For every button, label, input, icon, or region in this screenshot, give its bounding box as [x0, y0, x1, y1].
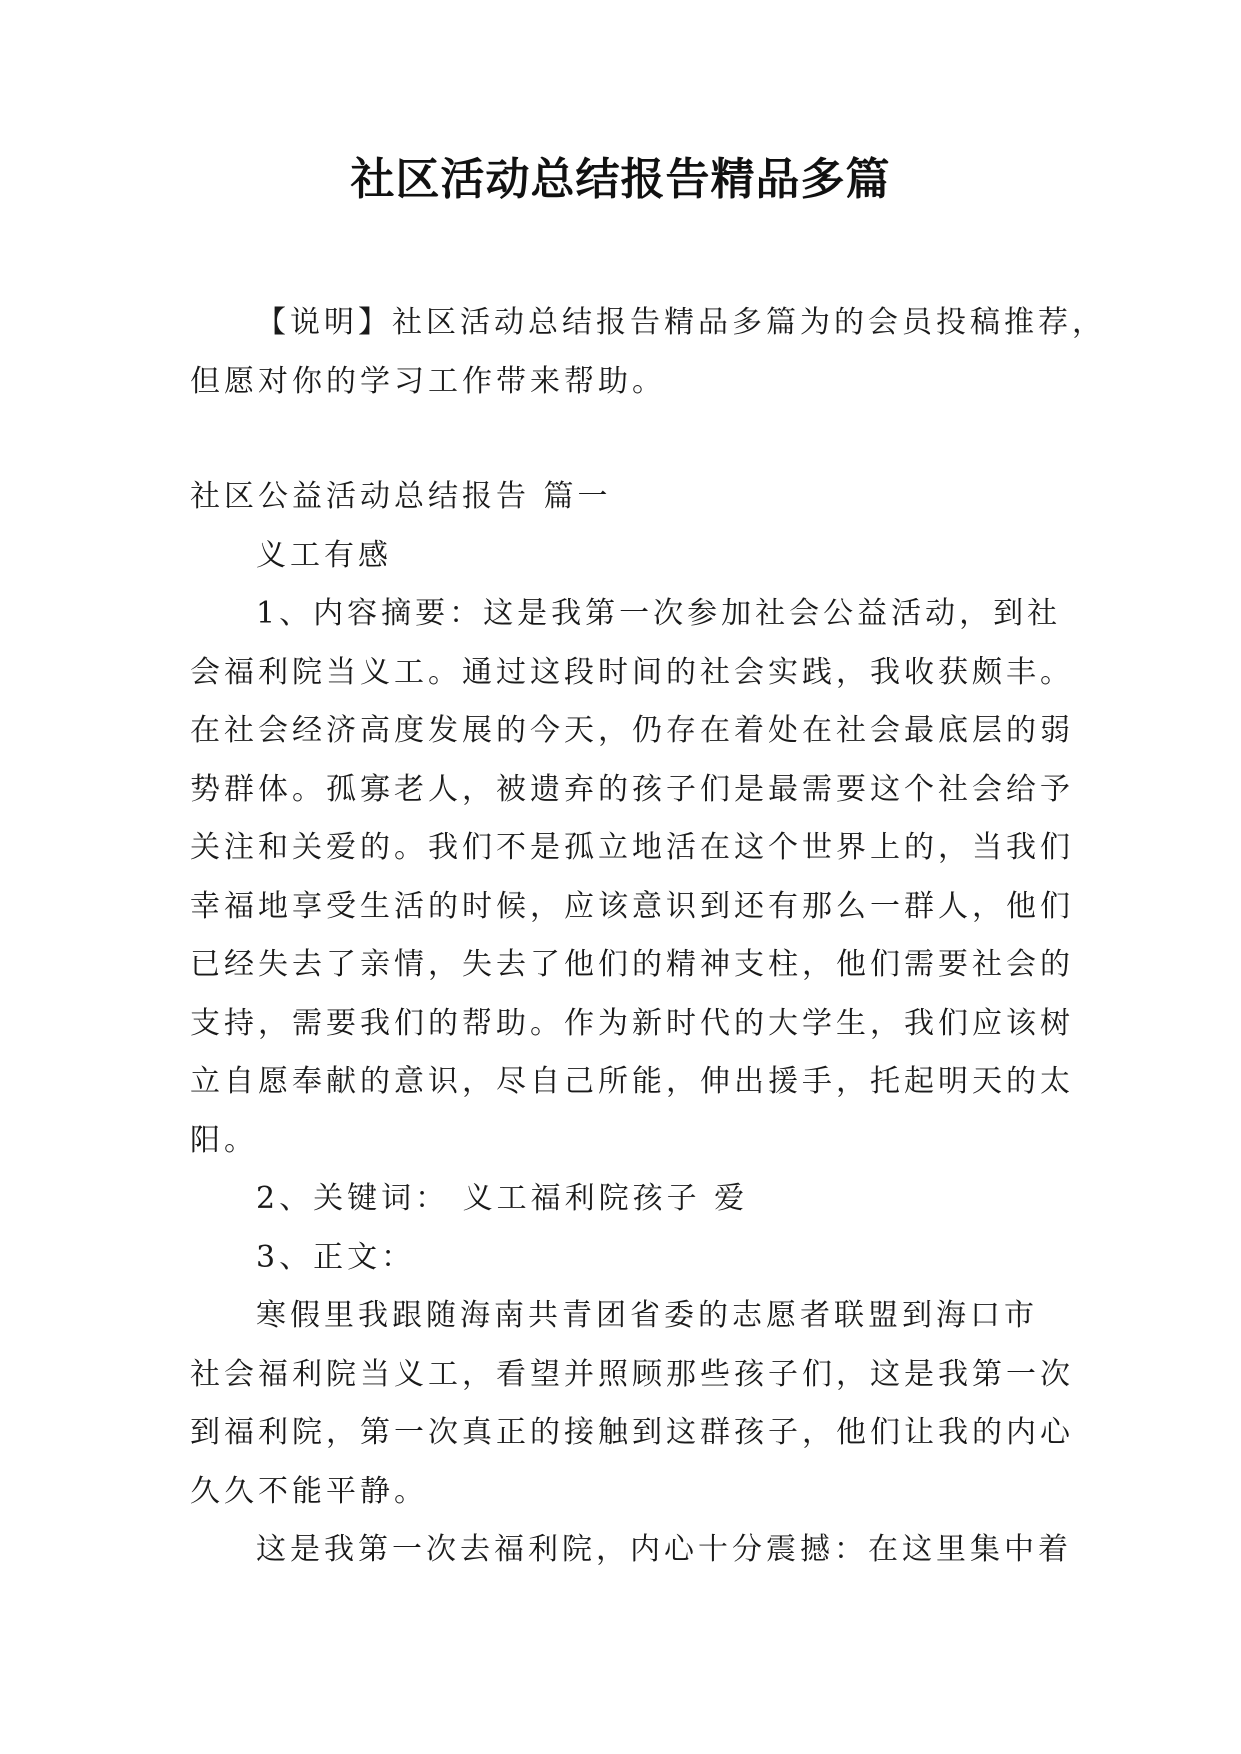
abstract-line: 阳。 [190, 1122, 258, 1158]
abstract-line: 幸福地享受生活的时候，应该意识到还有那么一群人，他们 [190, 888, 1074, 924]
intro-note [190, 294, 1106, 411]
body-line: 这是我第一次去福利院，内心十分震撼：在这里集中着 [256, 1532, 1072, 1567]
abstract-line: 势群体。孤寡老人，被遗弃的孩子们是最需要这个社会给予 [190, 771, 1074, 807]
body-line: 寒假里我跟随海南共青团省委的志愿者联盟到海口市 [256, 1298, 1038, 1333]
abstract-line: 关注和关爱的。我们不是孤立地活在这个世界上的，当我们 [190, 830, 1074, 865]
abstract-line: 已经失去了亲情，失去了他们的精神支柱，他们需要社会的 [190, 947, 1074, 982]
body-paragraph-2 [190, 1521, 1072, 1580]
document-title: 社区活动总结报告精品多篇 [350, 154, 891, 205]
body-line: 社会福利院当义工，看望并照顾那些孩子们，这是我第一次 [190, 1356, 1074, 1392]
abstract-line: 1、内容摘要：这是我第一次参加社会公益活动，到社 [256, 596, 1062, 631]
body-line: 到福利院，第一次真正的接触到这群孩子，他们让我的内心 [190, 1415, 1074, 1450]
body-paragraph-1 [190, 1287, 1074, 1521]
abstract-line: 在社会经济高度发展的今天，仍存在着处在社会最底层的弱 [190, 713, 1074, 748]
main-content [190, 468, 1074, 1580]
intro-note-line: 【说明】社区活动总结报告精品多篇为的会员投稿推荐， [256, 305, 1106, 340]
section-heading: 社区公益活动总结报告 篇一 [190, 479, 612, 514]
abstract-paragraph [190, 585, 1074, 1170]
abstract-line: 支持，需要我们的帮助。作为新时代的大学生，我们应该树 [190, 1005, 1074, 1041]
subtitle: 义工有感 [256, 537, 392, 573]
body-line: 久久不能平静。 [190, 1473, 428, 1509]
abstract-line: 会福利院当义工。通过这段时间的社会实践，我收获颇丰。 [190, 654, 1074, 690]
keywords-line: 2、关键词： 义工福利院孩子 爱 [256, 1181, 749, 1216]
body-label: 3、正文： [256, 1239, 416, 1275]
intro-note-line: 但愿对你的学习工作带来帮助。 [190, 363, 666, 399]
abstract-line: 立自愿奉献的意识，尽自己所能，伸出援手，托起明天的太 [190, 1064, 1074, 1099]
